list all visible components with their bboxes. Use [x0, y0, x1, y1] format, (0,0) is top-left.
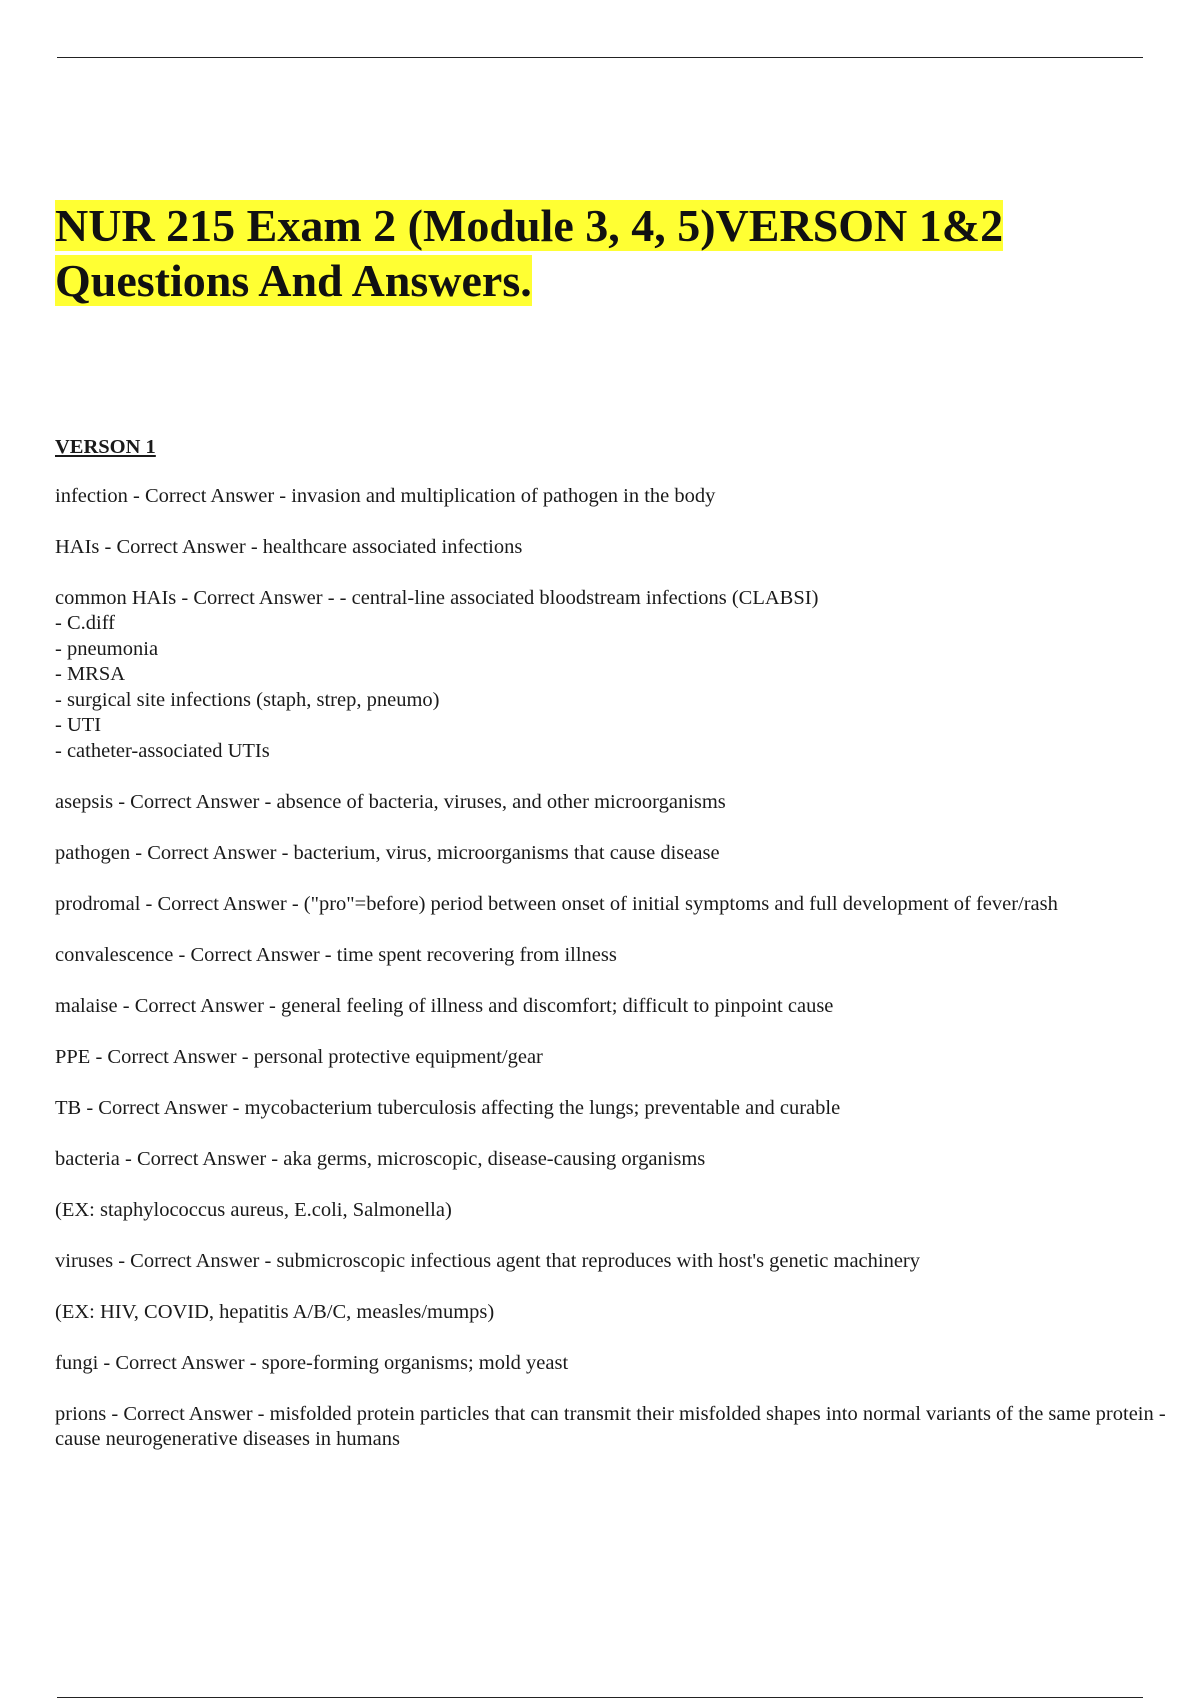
- entry-prions: prions - Correct Answer - misfolded protein particles that can transmit their misfolded shapes into normal variants of the same protein - cause neurogenerative diseases in humans: [55, 1402, 1166, 1450]
- entry-bacteria: bacteria - Correct Answer - aka germs, microscopic, disease-causing organisms: [55, 1147, 706, 1170]
- section-heading: VERSON 1: [55, 436, 156, 458]
- entry-convalescence: convalescence - Correct Answer - time spent recovering from illness: [55, 943, 617, 966]
- document-body: [55, 435, 1185, 1478]
- entry-ppe: PPE - Correct Answer - personal protective equipment/gear: [55, 1045, 543, 1068]
- document-title: [55, 198, 1155, 308]
- list-item: - MRSA: [55, 663, 126, 685]
- list-item: - surgical site infections (staph, strep, pneumo): [55, 688, 440, 711]
- list-item: - pneumonia: [55, 637, 159, 660]
- entry-prodromal: prodromal - Correct Answer - ("pro"=before) period between onset of initial symptoms and full development of fever/rash: [55, 892, 1058, 915]
- entry-viruses-examples: (EX: HIV, COVID, hepatitis A/B/C, measles/mumps): [55, 1300, 495, 1323]
- entry-malaise: malaise - Correct Answer - general feeling of illness and discomfort; difficult to pinpoint cause: [55, 994, 834, 1017]
- entry-viruses: viruses - Correct Answer - submicroscopic infectious agent that reproduces with host's genetic machinery: [55, 1249, 921, 1272]
- entry-asepsis: asepsis - Correct Answer - absence of bacteria, viruses, and other microorganisms: [55, 790, 726, 813]
- title-line-2: Questions And Answers.: [55, 255, 532, 306]
- entry-infection: infection - Correct Answer - invasion and multiplication of pathogen in the body: [55, 484, 716, 507]
- title-line-1: NUR 215 Exam 2 (Module 3, 4, 5)VERSON 1&2: [55, 200, 1004, 251]
- common-hais-first-line: common HAIs - Correct Answer - - central-line associated bloodstream infections (CLABSI): [55, 586, 819, 609]
- entry-common-hais: [55, 586, 1185, 765]
- entry-tb: TB - Correct Answer - mycobacterium tuberculosis affecting the lungs; preventable and curable: [55, 1096, 841, 1119]
- list-item: - UTI: [55, 714, 102, 736]
- list-item: - C.diff: [55, 612, 115, 634]
- entry-hais: HAIs - Correct Answer - healthcare associated infections: [55, 535, 523, 558]
- entry-bacteria-examples: (EX: staphylococcus aureus, E.coli, Salmonella): [55, 1198, 452, 1221]
- entry-pathogen: pathogen - Correct Answer - bacterium, virus, microorganisms that cause disease: [55, 841, 720, 864]
- top-rule: [57, 57, 1143, 58]
- entry-fungi: fungi - Correct Answer - spore-forming organisms; mold yeast: [55, 1351, 569, 1374]
- bottom-rule: [57, 1697, 1143, 1698]
- list-item: - catheter-associated UTIs: [55, 739, 270, 762]
